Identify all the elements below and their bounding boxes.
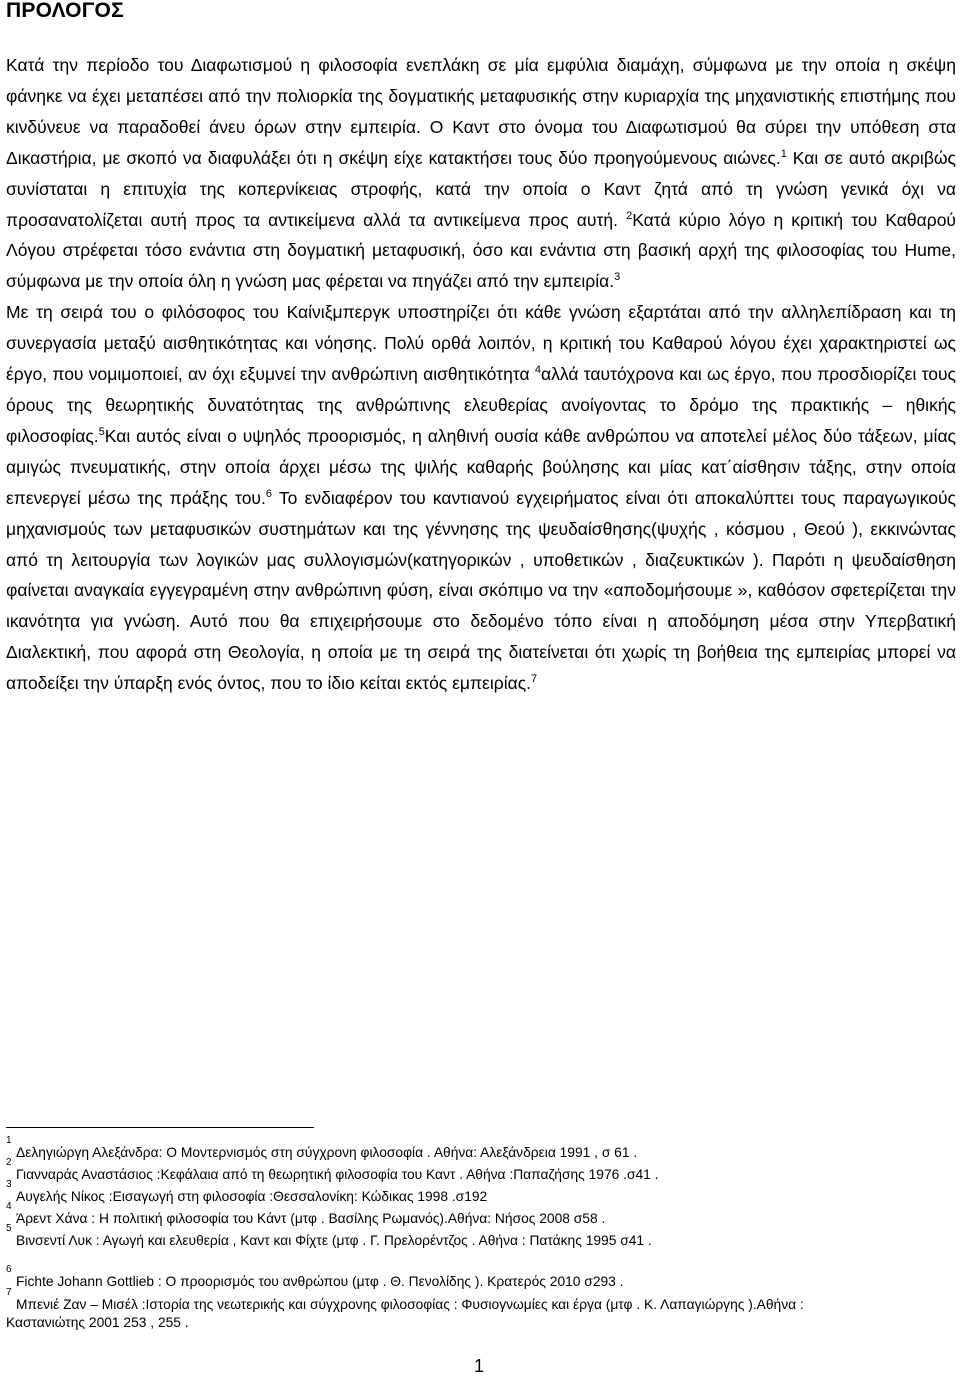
- paragraph-text: Με τη σειρά του ο φιλόσοφος του Καίνιξμπεργκ υποστηρίζει ότι κάθε γνώση εξαρτάται από την αλληλεπίδραση και τη συνεργασία μεταξύ αισθητικότητας και νόησης. Πολύ ορθά λοιπόν, η κριτική του Καθαρού λόγου έχει χαρακτηριστεί ως έργο, που νομιμοποιεί, αν όχι εξυμνεί την ανθρώπινη αισθητικότητα: [6, 302, 956, 385]
- footnote-reference: 7: [531, 673, 538, 686]
- footnote-reference: 4: [534, 364, 541, 377]
- body-paragraph: [6, 297, 956, 699]
- footnote-text-continuation: Καστανιώτης 2001 253 , 255 .: [6, 1315, 189, 1330]
- footnote-number: 4: [6, 1201, 12, 1212]
- footnote-reference: 3: [614, 271, 621, 284]
- body-text: [6, 50, 956, 699]
- footnote-separator: [6, 1127, 314, 1128]
- footnote-text: Fichte Johann Gottlieb : Ο προορισμός του ανθρώπου (μτφ . Θ. Πενολίδης ). Κρατερός 2010 σ293 .: [16, 1274, 624, 1289]
- page-number: 1: [474, 1356, 485, 1376]
- footnote-reference: 2: [626, 209, 633, 222]
- footnote-number: 5: [6, 1223, 12, 1234]
- paragraph-text: Κατά κύριο λόγο η κριτική του Καθαρού Λόγου στρέφεται τόσο ενάντια στη δογματική μεταφυσική, όσο και ενάντια στη βασική αρχή της φιλοσοφίας του Hume, σύμφωνα με την οποία όλη η γνώση μας φέρεται να πηγάζει από την εμπειρία.: [6, 209, 956, 292]
- footnote-number: 3: [6, 1179, 12, 1190]
- footnote-reference: 5: [98, 426, 105, 439]
- paragraph-text: Και αυτός είναι ο υψηλός προορισμός, η αληθινή ουσία κάθε ανθρώπου να αποτελεί μέλος δύο τάξεων, μίας αμιγώς πνευματικής, στην οποία άρχει μέσω της ψιλής καθαρής βούλησης και μίας κατ΄αίσθησιν τάξης, στην οποία επενεργεί μέσω της πράξης του.: [6, 425, 956, 508]
- footnote-reference: 1: [780, 147, 787, 160]
- page-heading: ΠΡΟΛΟΓΟΣ: [6, 0, 124, 22]
- footnote-number: 2: [6, 1157, 12, 1168]
- footnote-number: 7: [6, 1287, 12, 1298]
- footnote-reference: 6: [265, 487, 272, 500]
- footnote-text: Αυγελής Νίκος :Εισαγωγή στη φιλοσοφία :Θεσσαλονίκη: Κώδικας 1998 .σ192: [16, 1189, 488, 1204]
- body-paragraph: [6, 50, 956, 297]
- paragraph-text: Και σε αυτό ακριβώς συνίσταται η επιτυχία της κοπερνίκειας στροφής, κατά την οποία ο Καντ ζητά από τη γνώση γενικά όχι να προσανατολίζεται αυτή προς τα αντικείμενα αλλά τα αντικείμενα προς αυτή.: [6, 147, 956, 230]
- footnote-number: 6: [6, 1264, 12, 1275]
- paragraph-text: Το ενδιαφέρον του καντιανού εγχειρήματος είναι ότι αποκαλύπτει τους παραγωγικούς μηχανισμούς των μεταφυσικών συστημάτων και της γέννησης της ψευδαίσθησης(ψυχής , κόσμου , Θεού ), εκκινώντας από τη λειτουργία των λογικών μας συλλογισμών(κατηγορικών , υποθετικών , διαζευκτικών ). Παρότι η ψευδαίσθηση φαίνεται αναγκαία εγγεγραμένη στην ανθρώπινη φύση, είναι σκόπιμο να την «αποδομήσουμε », καθόσον σφετερίζεται την ικανότητα για γνώση. Αυτό που θα επιχειρήσουμε στο δεδομένο τόπο είναι η αποδόμηση μέσα στην Υπερβατική Διαλεκτική, που αφορά στη Θεολογία, η οποία με τη σειρά της διατείνεται ότι χωρίς τη βοήθεια της εμπειρίας μπορεί να αποδείξει την ύπαρξη ενός όντος, που το ίδιο κείται εκτός εμπειρίας.: [6, 487, 956, 694]
- footnote-text: Δεληγιώργη Αλεξάνδρα: Ο Μοντερνισμός στη σύγχρονη φιλοσοφία . Αθήνα: Αλεξάνδρεια 1991 , σ 61 .: [16, 1145, 638, 1160]
- paragraph-text: αλλά ταυτόχρονα και ως έργο, που προσδιορίζει τους όρους της θεωρητικής δυνατότητας της ανθρώπινης ελευθερίας ανοίγοντας το δρόμο της πρακτικής – ηθικής φιλοσοφίας.: [6, 364, 956, 446]
- footnote-number: 1: [6, 1135, 12, 1146]
- paragraph-text: Κατά την περίοδο του Διαφωτισμού η φιλοσοφία ενεπλάκη σε μία εμφύλια διαμάχη, σύμφωνα με την οποία η σκέψη φάνηκε να έχει μεταπέσει από την πολιορκία της δογματικής μεταφυσικής στην κυριαρχία της μηχανιστικής επιστήμης που κινδύνευε να παραδοθεί άνευ όρων στην εμπειρία. Ο Καντ στο όνομα του Διαφωτισμού θα σύρει την υπόθεση στα Δικαστήρια, με σκοπό να διαφυλάξει ότι η σκέψη είχε κατακτήσει τους δύο προηγούμενους αιώνες.: [6, 55, 956, 168]
- footnote-text: Μπενιέ Ζαν – Μισέλ :Ιστορία της νεωτερικής και σύγχρονης φιλοσοφίας : Φυσιογνωμίες και έργα (μτφ . Κ. Λαπαγιώργης ).Αθήνα :: [16, 1297, 804, 1312]
- footnote-text: Άρεντ Χάνα : Η πολιτική φιλοσοφία του Κάντ (μτφ . Βασίλης Ρωμανός).Αθήνα: Νήσος 2008 σ58 .: [16, 1211, 606, 1226]
- footnote-text: Βινσεντί Λυκ : Αγωγή και ελευθερία , Καντ και Φίχτε (μτφ . Γ. Πρελορέντζος . Αθήνα : Πατάκης 1995 σ41 .: [16, 1233, 652, 1248]
- footnote-text: Γιανναράς Αναστάσιος :Κεφάλαια από τη θεωρητική φιλοσοφία του Καντ . Αθήνα :Παπαζήσης 1976 .σ41 .: [16, 1167, 659, 1182]
